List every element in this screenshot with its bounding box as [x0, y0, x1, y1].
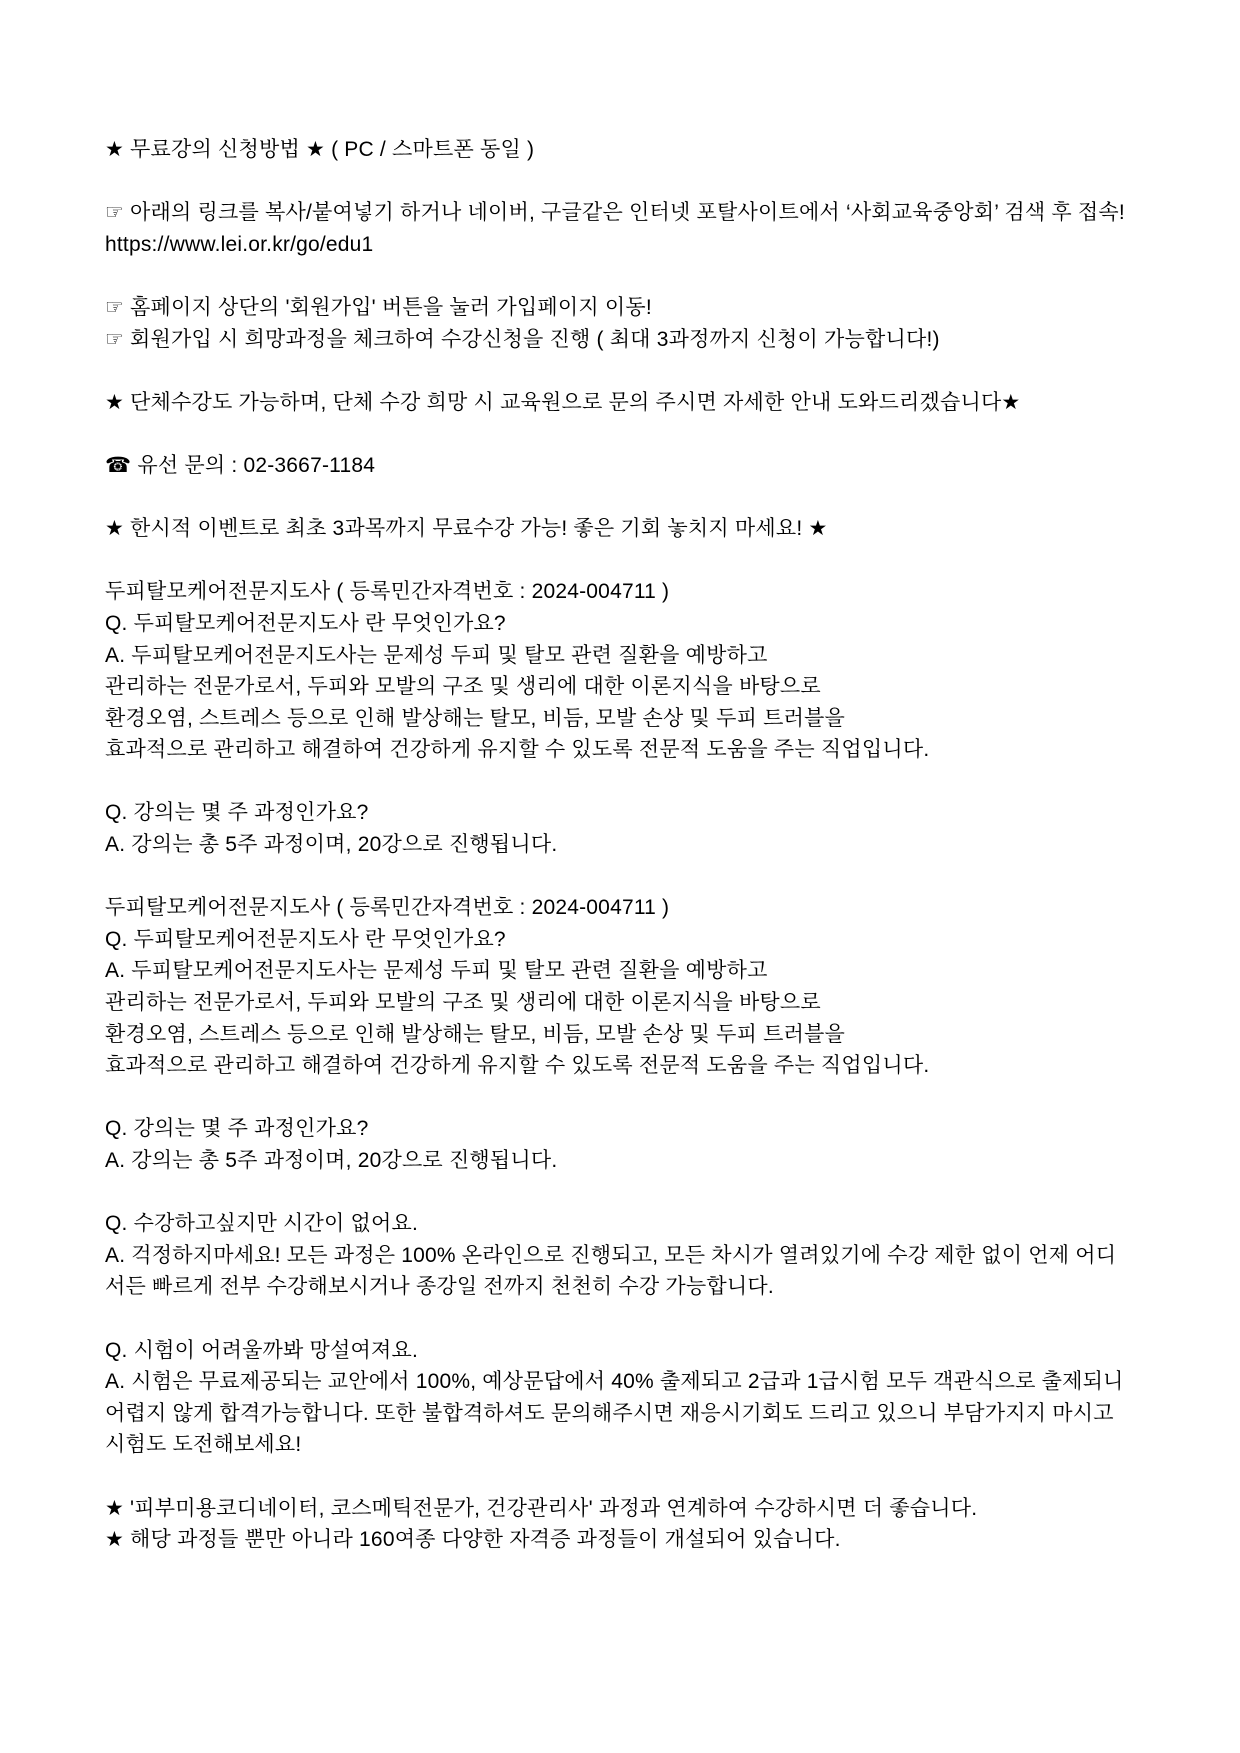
faq-answer-line: A. 강의는 총 5주 과정이며, 20강으로 진행됩니다.: [105, 833, 558, 857]
faq-question: Q. 두피탈모케어전문지도사 란 무엇인가요?: [105, 927, 506, 951]
related-courses-note: [105, 1493, 1135, 1556]
course-name-heading: 두피탈모케어전문지도사 ( 등록민간자격번호 : 2024-004711 ): [105, 896, 670, 920]
faq-answer-line: 효과적으로 관리하고 해결하여 건강하게 유지할 수 있도록 전문적 도움을 주는 직업입니다.: [105, 738, 930, 762]
document-body: [105, 134, 1135, 1556]
faq-answer-line: 효과적으로 관리하고 해결하여 건강하게 유지할 수 있도록 전문적 도움을 주는 직업입니다.: [105, 1054, 930, 1078]
signup-button-instruction: ☞ 홈페이지 상단의 '회원가입' 버튼을 눌러 가입페이지 이동!: [105, 295, 652, 319]
faq-answer-line: 관리하는 전문가로서, 두피와 모발의 구조 및 생리에 대한 이론지식을 바탕으로: [105, 991, 821, 1015]
course-link-url: https://www.lei.or.kr/go/edu1: [105, 232, 374, 256]
document-title: ★ 무료강의 신청방법 ★ ( PC / 스마트폰 동일 ): [105, 138, 535, 161]
course-intro-faq-2: [105, 892, 1135, 1082]
event-notice: [105, 513, 1135, 545]
course-select-instruction: ☞ 회원가입 시 희망과정을 체크하여 수강신청을 진행 ( 최대 3과정까지 신청이 가능합니다!): [105, 327, 940, 351]
faq-question: Q. 수강하고싶지만 시간이 없어요.: [105, 1212, 419, 1236]
phone-contact: ☎ 유선 문의 : 02-3667-1184: [105, 453, 376, 477]
faq-question: Q. 두피탈모케어전문지도사 란 무엇인가요?: [105, 611, 506, 635]
faq-question: Q. 강의는 몇 주 과정인가요?: [105, 1117, 369, 1141]
faq-answer-line: 환경오염, 스트레스 등으로 인해 발상해는 탈모, 비듬, 모발 손상 및 두피 트러블을: [105, 706, 846, 730]
faq-answer-line: A. 강의는 총 5주 과정이며, 20강으로 진행됩니다.: [105, 1149, 558, 1172]
course-name-heading: 두피탈모케어전문지도사 ( 등록민간자격번호 : 2024-004711 ): [105, 580, 670, 604]
phone-contact: [105, 450, 1135, 482]
access-instructions: [105, 197, 1135, 260]
document-title: [105, 134, 1135, 166]
related-courses-line: ★ '피부미용코디네이터, 코스메틱전문가, 건강관리사' 과정과 연계하여 수강하시면 더 좋습니다.: [105, 1496, 978, 1520]
time-concern-faq: [105, 1208, 1135, 1303]
course-count-line: ★ 해당 과정들 뿐만 아니라 160여종 다양한 자격증 과정들이 개설되어 있습니다.: [105, 1528, 841, 1552]
faq-question: Q. 시험이 어려울까봐 망설여져요.: [105, 1338, 419, 1362]
signup-instructions: [105, 292, 1135, 355]
faq-answer-line: 환경오염, 스트레스 등으로 인해 발상해는 탈모, 비듬, 모발 손상 및 두피 트러블을: [105, 1022, 846, 1046]
faq-answer-line: A. 두피탈모케어전문지도사는 문제성 두피 및 탈모 관련 질환을 예방하고: [105, 959, 768, 983]
event-notice: ★ 한시적 이벤트로 최초 3과목까지 무료수강 가능! 좋은 기회 놓치지 마세요! ★: [105, 517, 828, 541]
faq-answer-line: A. 시험은 무료제공되는 교안에서 100%, 예상문답에서 40% 출제되고 2급과 1급시험 모두 객관식으로 출제되니 어렵지 않게 합격가능합니다. 또한 불합격하셔도 문의해주시면 재응시기회도 드리고 있으니 부담가지지 마시고 시험도 도전해보세요!: [105, 1370, 1130, 1457]
course-duration-faq-1: [105, 797, 1135, 860]
course-intro-faq-1: [105, 576, 1135, 766]
group-enrollment-note: [105, 387, 1135, 419]
group-enrollment-note: ★ 단체수강도 가능하며, 단체 수강 희망 시 교육원으로 문의 주시면 자세한 안내 도와드리겠습니다★: [105, 390, 1021, 414]
faq-question: Q. 강의는 몇 주 과정인가요?: [105, 801, 369, 825]
faq-answer-line: A. 걱정하지마세요! 모든 과정은 100% 온라인으로 진행되고, 모든 차시가 열려있기에 수강 제한 없이 언제 어디서든 빠르게 전부 수강해보시거나 종강일 전까지 천천히 수강 가능합니다.: [105, 1243, 1117, 1299]
faq-answer-line: 관리하는 전문가로서, 두피와 모발의 구조 및 생리에 대한 이론지식을 바탕으로: [105, 675, 821, 699]
course-duration-faq-2: [105, 1113, 1135, 1176]
exam-concern-faq: [105, 1335, 1135, 1461]
faq-answer-line: A. 두피탈모케어전문지도사는 문제성 두피 및 탈모 관련 질환을 예방하고: [105, 643, 768, 667]
portal-search-instruction: ☞ 아래의 링크를 복사/붙여넣기 하거나 네이버, 구글같은 인터넷 포탈사이트에서 ‘사회교육중앙회’ 검색 후 접속!: [105, 201, 1125, 225]
